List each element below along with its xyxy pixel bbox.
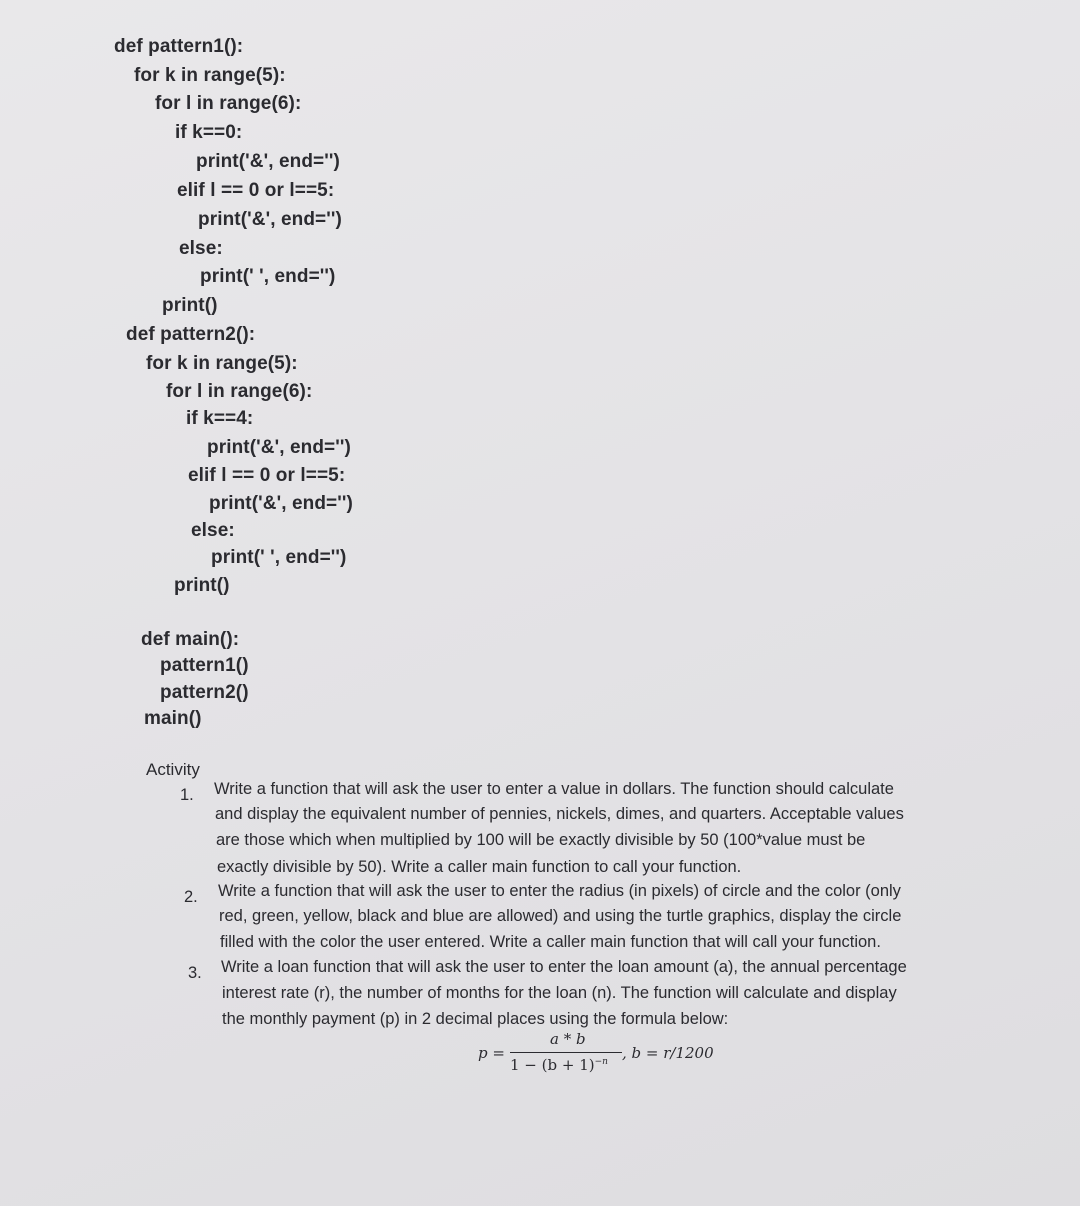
item-text-line: filled with the color the user entered. Write a caller main function that will call your function. [220, 933, 881, 951]
code-line: if k==4: [186, 408, 254, 429]
code-line: elif l == 0 or l==5: [188, 465, 346, 486]
item-number: 2. [184, 888, 198, 906]
code-line: else: [191, 520, 235, 541]
code-line: for k in range(5): [134, 65, 286, 86]
item-text-line: Write a function that will ask the user to enter the radius (in pixels) of circle and the color (only [218, 882, 901, 900]
code-line: print('&', end='') [207, 437, 351, 458]
code-line: pattern2() [160, 682, 249, 703]
item-text-line: and display the equivalent number of pennies, nickels, dimes, and quarters. Acceptable values [215, 805, 904, 823]
code-line: main() [144, 708, 202, 729]
item-text-line: interest rate (r), the number of months for the loan (n). The function will calculate and display [222, 984, 897, 1002]
item-text-line: red, green, yellow, black and blue are allowed) and using the turtle graphics, display the circle [219, 907, 902, 925]
code-line: def main(): [141, 629, 240, 650]
code-line: for k in range(5): [146, 353, 298, 374]
activity-title: Activity [146, 760, 200, 779]
code-line: print() [162, 295, 218, 316]
formula-denominator [510, 1056, 608, 1074]
code-line: def pattern1(): [114, 36, 244, 57]
code-line: print() [174, 575, 230, 596]
item-text-line: exactly divisible by 50). Write a caller main function to call your function. [217, 858, 742, 876]
code-line: for l in range(6): [155, 93, 302, 114]
item-number: 3. [188, 964, 202, 982]
code-line: print(' ', end='') [211, 547, 347, 568]
code-line: for l in range(6): [166, 381, 313, 402]
formula-denominator-base: 1 − (b + 1) [510, 1056, 595, 1074]
formula-lhs: p = [478, 1044, 505, 1062]
code-line: else: [179, 238, 223, 259]
formula-numerator: a * b [550, 1030, 586, 1048]
code-line: print('&', end='') [196, 151, 340, 172]
code-line: elif l == 0 or l==5: [177, 180, 335, 201]
code-line: print('&', end='') [209, 493, 353, 514]
item-text-line: Write a function that will ask the user to enter a value in dollars. The function should calculate [214, 780, 894, 798]
item-text-line: are those which when multiplied by 100 will be exactly divisible by 50 (100*value must be [216, 831, 866, 849]
code-line: print(' ', end='') [200, 266, 336, 287]
formula-exponent: −n [594, 1057, 608, 1067]
item-number: 1. [180, 786, 194, 804]
code-line: if k==0: [175, 122, 243, 143]
item-text-line: Write a loan function that will ask the user to enter the loan amount (a), the annual percentage [221, 958, 907, 976]
code-line: def pattern2(): [126, 324, 256, 345]
fraction-bar [510, 1052, 622, 1053]
item-text-line: the monthly payment (p) in 2 decimal places using the formula below: [222, 1010, 729, 1028]
code-line: print('&', end='') [198, 209, 342, 230]
formula-rhs: , b = r/1200 [622, 1044, 714, 1062]
code-line: pattern1() [160, 655, 249, 676]
